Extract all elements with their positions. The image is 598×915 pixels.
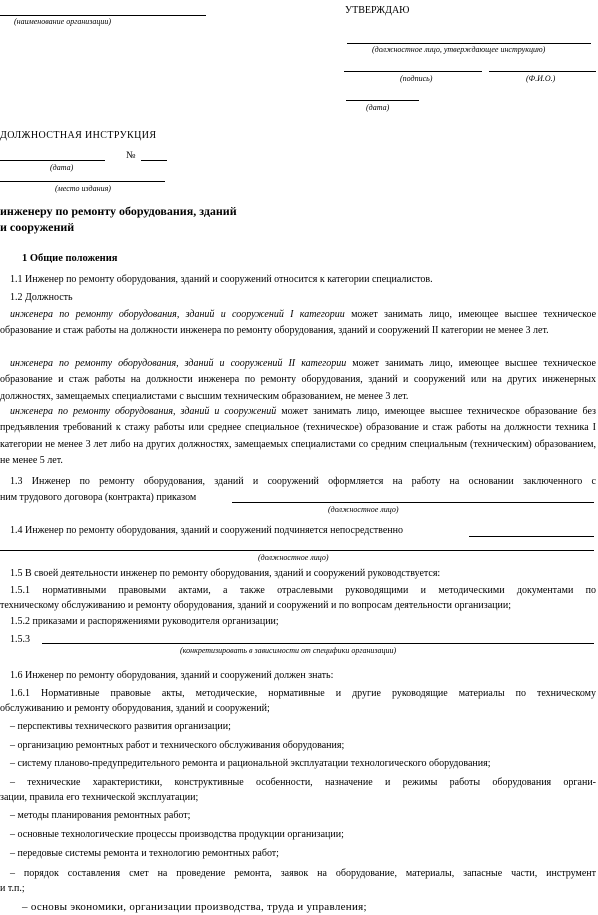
specifics-line	[42, 643, 594, 644]
category-2-paragraph	[0, 356, 596, 405]
paragraph-1-4: 1.4 Инженер по ремонту оборудования, зданий и сооружений подчиняется непосредственно	[10, 525, 403, 536]
paragraph-1-5-1-line2: техническому обслуживанию и ремонту оборудования, зданий и сооружений и по вопросам деятельности организации;	[0, 600, 511, 611]
paragraph-1-2: 1.2 Должность	[10, 292, 73, 303]
paragraph-1-6-1-line1: 1.6.1 Нормативные правовые акты, методические, нормативные и другие руководящие материалы по техническому	[10, 688, 596, 699]
order-by-caption: (должностное лицо)	[328, 505, 399, 514]
organization-name-line	[0, 15, 206, 16]
signature-caption: (подпись)	[400, 74, 433, 83]
document-number-line	[141, 160, 167, 161]
paragraph-1-5-2: 1.5.2 приказами и распоряжениями руководителя организации;	[10, 616, 279, 627]
list-item-4-line1: – технические характеристики, конструктивные особенности, назначение и режимы работы оборудования органи-	[10, 777, 596, 788]
list-item-8-line1: – порядок составления смет на проведение ремонта, заявок на оборудование, материалы, запасные части, инструмент	[10, 868, 596, 879]
supervisor-caption: (должностное лицо)	[258, 553, 329, 562]
document-title-line2: и сооружений	[0, 220, 75, 234]
order-by-line	[232, 502, 594, 503]
category-1-paragraph	[0, 307, 596, 340]
paragraph-1-6: 1.6 Инженер по ремонту оборудования, зданий и сооружений должен знать:	[10, 670, 334, 681]
approve-heading: УТВЕРЖДАЮ	[345, 5, 410, 16]
document-type: ДОЛЖНОСТНАЯ ИНСТРУКЦИЯ	[0, 130, 157, 141]
list-item-9: – основы экономики, организации производства, труда и управления;	[22, 901, 367, 913]
list-item: – перспективы технического развития организации;	[10, 721, 231, 732]
document-date-line	[0, 160, 105, 161]
paragraph-1-5: 1.5 В своей деятельности инженер по ремонту оборудования, зданий и сооружений руководствуется:	[10, 568, 441, 579]
supervisor-line-1	[469, 536, 594, 537]
category-3-text: может занимать лицо, имеющее высшее техническое образование без предъявления требований к стажу работы или среднее специальное (техническое) образование и стаж работы на должности техника I категории не менее 3 лет либо на других должностях, замещаемых специалистами со средним специальным (техническим) образованием, не менее 5 лет.	[0, 406, 596, 466]
paragraph-1-6-1-line2: обслуживанию и ремонту оборудования, зданий и сооружений;	[0, 703, 270, 714]
paragraph-1-5-3: 1.5.3	[10, 634, 30, 645]
document-date-caption: (дата)	[50, 163, 74, 172]
list-item: – основные технологические процессы производства продукции организации;	[10, 829, 344, 840]
paragraph-1-3-line1: 1.3 Инженер по ремонту оборудования, зданий и сооружений оформляется на работу на основании заключенного с	[10, 476, 596, 487]
approver-position-caption: (должностное лицо, утверждающее инструкцию)	[372, 45, 546, 54]
list-item-4-line2: зации, правила его технической эксплуатации;	[0, 792, 199, 803]
signature-line	[344, 71, 482, 72]
specifics-caption: (конкретизировать в зависимости от специфики организации)	[180, 646, 397, 655]
category-2-text: может занимать лицо, имеющее высшее техническое образование и стаж работы на должности инженера по ремонту оборудования, зданий и сооружений или на других инженерных должностях, замещаемых специалистами с высшим техническим образованием, не менее 3 лет.	[0, 358, 597, 402]
section-heading: 1 Общие положения	[22, 253, 118, 264]
approval-date-caption: (дата)	[366, 103, 390, 112]
document-place-line	[0, 181, 165, 182]
document-title-line1: инженеру по ремонту оборудования, зданий	[0, 204, 237, 218]
category-3-paragraph	[0, 404, 596, 469]
category-1-title: инженера по ремонту оборудования, зданий и сооружений I категории	[10, 309, 345, 320]
list-item-8-line2: и т.п.;	[0, 883, 25, 894]
document-place-caption: (место издания)	[55, 184, 111, 193]
organization-name-caption: (наименование организации)	[14, 17, 112, 26]
paragraph-1-3-line2: ним трудового договора (контракта) приказом	[0, 492, 197, 503]
list-item: – методы планирования ремонтных работ;	[10, 810, 191, 821]
paragraph-1-1: 1.1 Инженер по ремонту оборудования, зданий и сооружений относится к категории специалистов.	[10, 274, 433, 285]
category-1-text: может занимать лицо, имеющее высшее техническое образование и стаж работы на должности инженера по ремонту оборудования, зданий и сооружений II категории не менее 3 лет.	[0, 309, 597, 337]
list-item: – систему планово-предупредительного ремонта и рациональной эксплуатации технологического оборудования;	[10, 758, 491, 769]
full-name-caption: (Ф.И.О.)	[526, 74, 556, 83]
paragraph-1-5-1-line1: 1.5.1 нормативными правовыми актами, а также отраслевыми руководящими и методическими документами по	[10, 585, 596, 596]
category-3-title: инженера по ремонту оборудования, зданий и сооружений	[10, 406, 277, 417]
supervisor-line-2	[0, 550, 594, 551]
document-number-label: №	[126, 150, 136, 161]
list-item: – организацию ремонтных работ и технического обслуживания оборудования;	[10, 740, 345, 751]
approver-position-line	[347, 43, 591, 44]
approval-date-line	[346, 100, 419, 101]
full-name-line	[489, 71, 596, 72]
category-2-title: инженера по ремонту оборудования, зданий и сооружений II категории	[10, 358, 347, 369]
list-item: – передовые системы ремонта и технологию ремонтных работ;	[10, 848, 279, 859]
